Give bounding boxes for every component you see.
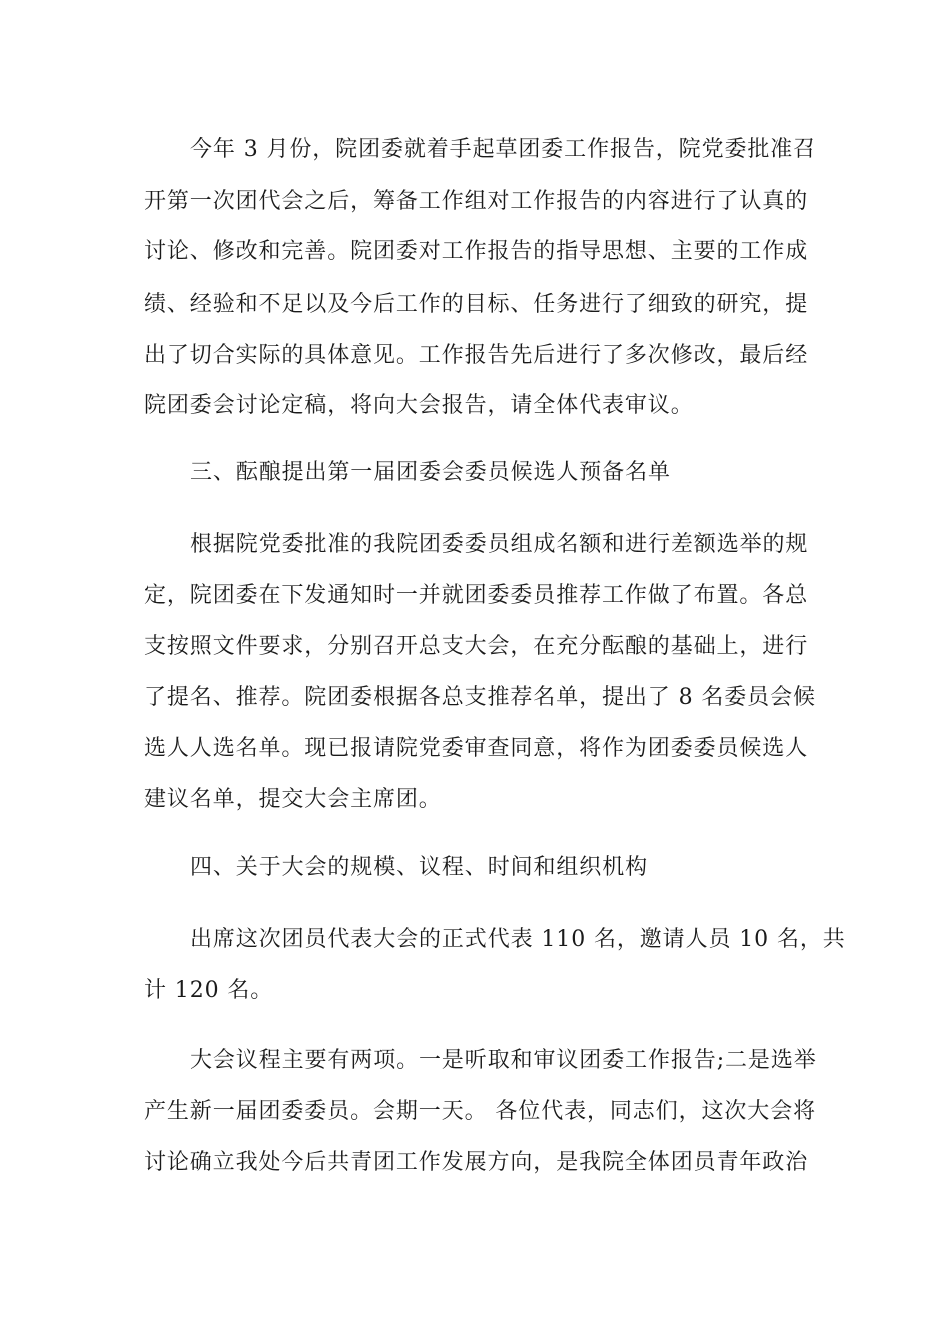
section-heading: 三、酝酿提出第一届团委会委员候选人预备名单 (190, 460, 671, 485)
paragraph-line: 支按照文件要求，分别召开总支大会，在充分酝酿的基础上，进行 (144, 634, 809, 659)
paragraph-line: 定，院团委在下发通知时一并就团委委员推荐工作做了布置。各总 (144, 583, 809, 608)
paragraph-line: 院团委会讨论定稿，将向大会报告，请全体代表审议。 (144, 393, 694, 418)
section-heading: 四、关于大会的规模、议程、时间和组织机构 (190, 855, 649, 880)
paragraph-line: 产生新一届团委委员。会期一天。 各位代表，同志们，这次大会将 (144, 1099, 816, 1124)
paragraph-line: 了提名、推荐。院团委根据各总支推荐名单，提出了 8 名委员会候 (144, 685, 816, 710)
paragraph-line: 建议名单，提交大会主席团。 (144, 787, 442, 812)
paragraph-line: 讨论、修改和完善。院团委对工作报告的指导思想、主要的工作成 (144, 239, 809, 264)
paragraph-line: 出席这次团员代表大会的正式代表 110 名，邀请人员 10 名，共 (190, 927, 846, 952)
paragraph-line: 绩、经验和不足以及今后工作的目标、任务进行了细致的研究，提 (144, 292, 809, 317)
paragraph-line: 讨论确立我处今后共青团工作发展方向，是我院全体团员青年政治 (144, 1150, 809, 1175)
paragraph-line: 今年 3 月份，院团委就着手起草团委工作报告，院党委批准召 (190, 137, 817, 162)
paragraph-line: 选人人选名单。现已报请院党委审查同意，将作为团委委员候选人 (144, 736, 809, 761)
paragraph-line: 计 120 名。 (144, 978, 274, 1003)
paragraph-line: 根据院党委批准的我院团委委员组成名额和进行差额选举的规 (190, 532, 809, 557)
paragraph-line: 出了切合实际的具体意见。工作报告先后进行了多次修改，最后经 (144, 343, 809, 368)
paragraph-line: 大会议程主要有两项。一是听取和审议团委工作报告;二是选举 (190, 1048, 817, 1073)
paragraph-line: 开第一次团代会之后，筹备工作组对工作报告的内容进行了认真的 (144, 189, 809, 214)
